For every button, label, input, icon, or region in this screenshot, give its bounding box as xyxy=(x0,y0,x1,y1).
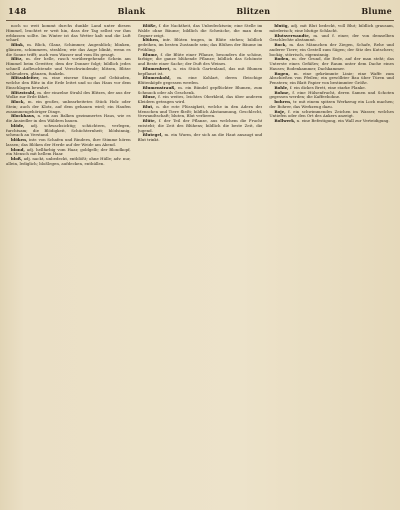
dictionary-entry xyxy=(269,43,394,57)
entry-headword: Blutsverwandte, xyxy=(274,32,314,38)
entry-headword: Boden, xyxy=(274,56,293,62)
entry-headword: Block, xyxy=(11,99,28,104)
entry-definition: m. der Grund, die Erde, auf der man steht; das Unterste eines Gefäßes; der Raum unter dem Dache eines Hauses; Bodenkammer, Dachkammer. xyxy=(269,56,394,71)
entry-headword: Blume, xyxy=(142,51,161,57)
entry-headword: bohren, xyxy=(274,99,294,104)
entry-definition: n. die rote Flüssigkeit, welche in den Adern der Menschen und Tiere fließt; bildlich Abstammung, Geschlecht, Verwandtschaft; bluten, Blut verlieren. xyxy=(137,103,263,119)
entry-headword: Boje, xyxy=(274,108,289,114)
column-right xyxy=(269,24,394,508)
entry-definition: f. der Teil der Pflanze, aus welchem die Frucht entsteht; die Zeit des Blühens; bildlich die beste Zeit, die Jugend. xyxy=(137,118,263,133)
dictionary-entry xyxy=(269,119,394,124)
entry-definition: adj. schwachsichtig; schüchtern, verlegen, furchtsam; die Blödigkeit, Schüchternheit; blödsinnig, schwach an Verstand. xyxy=(6,122,131,138)
entry-definition: m. eine gekrümmte Linie; eine Waffe zum Abschießen von Pfeilen; ein gewölbter Bau über Türen und Fenstern; ein Blatt Papier von bestimmter Größe. xyxy=(269,70,394,85)
entry-headword: Blumenbeet, xyxy=(142,65,174,71)
entry-definition: f. ein dickes Brett, eine starke Planke. xyxy=(289,84,366,90)
entry-headword: blöde, xyxy=(11,122,31,128)
entry-headword: Blumenstrauß, xyxy=(142,84,179,90)
left-running-head: Blank xyxy=(117,6,146,16)
entry-headword: Blutegel, xyxy=(142,132,165,138)
dictionary-entry xyxy=(6,100,131,114)
entry-definition: intr. von Schafen und Rindern, ihre Stimme hören lassen; das Blöken der Herde auf der Weide am Abend. xyxy=(6,137,131,147)
dictionary-entry xyxy=(138,24,263,38)
entry-definition: m. eine eiserne Stange auf Gebäuden, welche den Blitz in die Erde leitet und so das Haus vor dem Einschlagen bewahrt. xyxy=(6,75,131,90)
entry-definition: m. eine Kohlart, deren fleischige Blütenköpfe gegessen werden. xyxy=(137,75,263,85)
entry-definition: noch so weit kommt durchs dunkle Land unter diesen Himmel, leuchtet er weit hin, dass der Tag selbst vor ihm erblassen sollte. Im Winter ist das Wetter kalt und die Luft scharf. xyxy=(6,24,131,43)
dictionary-entry xyxy=(269,57,394,71)
dictionary-entry xyxy=(269,72,394,86)
entry-headword: Bluse, xyxy=(142,94,159,100)
entry-headword: bloß, xyxy=(11,156,24,161)
entry-headword: Blitzstrahl, xyxy=(11,89,38,95)
entry-headword: blöken, xyxy=(11,137,29,142)
dictionary-entry xyxy=(6,57,131,76)
dictionary-entry xyxy=(138,119,263,133)
entry-headword: blühen, xyxy=(142,37,163,43)
dictionary-entry xyxy=(6,157,131,167)
running-header xyxy=(6,6,394,21)
entry-definition: m. ein Bündel gepflückter Blumen, zum Schmuck oder als Geschenk. xyxy=(137,84,263,95)
entry-definition: n. ein Stück Gartenland, das mit Blumen bepflanzt ist. xyxy=(137,65,263,76)
entry-definition: m. das Männchen der Ziegen, Schafe, Rehe und anderer Tiere; ein Gestell zum Sägen; der Sitz des Kutschers; bockig, störrisch, eigensinnig. xyxy=(269,42,394,57)
column-middle xyxy=(138,24,263,508)
entry-headword: Blüte, xyxy=(142,118,159,123)
entry-definition: f. die Nacktheit, das Unbedecktsein; eine Stelle im Walde ohne Bäume; bildlich die Schwäche, die man dem Gegner zeigt. xyxy=(137,24,263,38)
entry-headword: Blockhaus, xyxy=(11,113,38,119)
page-number: 148 xyxy=(8,7,27,17)
center-running-head: Blitzen xyxy=(236,6,271,16)
entry-headword: Blöße, xyxy=(142,24,159,28)
entry-definition: n. eine Befestigung, ein Wall zur Verteidigung. xyxy=(296,118,390,123)
entry-headword: Bohle, xyxy=(274,84,290,90)
dictionary-entry xyxy=(138,133,263,143)
entry-definition: adj. hellfarbig vom Haar, goldgelb; der Blondkopf, ein Mensch mit hellem Haar. xyxy=(6,146,131,157)
entry-definition: adj. mit Blut bedeckt, voll Blut; bildlich grausam, mörderisch; eine blutige Schlacht. xyxy=(269,24,394,33)
entry-headword: Bogen, xyxy=(274,70,294,76)
dictionary-entry xyxy=(138,53,263,67)
entry-definition: m. ein großes, unbearbeitetes Stück Holz oder Stein; auch der Klotz, auf dem gehauen wird; ein Haufen zusammengehöriger Dinge. xyxy=(6,99,131,114)
dictionary-entry xyxy=(138,38,263,52)
entry-definition: m. ein Wurm, der sich an die Haut ansaugt und Blut trinkt. xyxy=(137,132,263,142)
dictionary-entry xyxy=(6,43,131,57)
column-left xyxy=(6,24,131,508)
entry-definition: f. ein weites, leichtes Oberkleid, das über anderen Kleidern getragen wird. xyxy=(137,94,263,104)
entry-headword: Blink, xyxy=(11,42,28,47)
entry-definition: f. die Blüte einer Pflanze, besonders die schöne, farbige; die ganze blühende Pflanze; bildlich das Schönste und Beste einer Sache; der Duft des Weines. xyxy=(137,51,263,66)
entry-headword: Blitzableiter, xyxy=(11,75,44,81)
entry-definition: f. eine Hülsenfrucht, deren Samen und Schoten gegessen werden; die Kaffeebohne. xyxy=(269,89,394,100)
dictionary-entry xyxy=(138,105,263,119)
entry-headword: blond, xyxy=(11,146,27,152)
entry-headword: Bohne, xyxy=(274,89,293,95)
dictionary-entry xyxy=(6,124,131,138)
entry-definition: f. ein schwimmendes Zeichen im Wasser, welches Untiefen oder den Ort des Ankers anzeigt. xyxy=(269,108,394,119)
text-columns xyxy=(6,24,394,508)
dictionary-entry xyxy=(6,24,131,43)
dictionary-entry xyxy=(6,76,131,90)
entry-definition: m. der helle, rasch vorübergehende Schein am Himmel beim Gewitter, dem der Donner folgt; bildlich jedes schnell Aufleuchtende und Verschwindende; blitzen, Blitze schleudern, glänzen, funkeln. xyxy=(6,56,131,76)
entry-definition: intr. Blüten tragen, in Blüte stehen; bildlich gedeihen, im besten Zustande sein; das Blühen der Bäume im Frühling. xyxy=(137,37,263,52)
entry-headword: Blitz, xyxy=(11,56,26,62)
entry-definition: adj. nackt, unbedeckt, entblößt; ohne Hülle; adv. nur, allein, lediglich; bloßlegen, aufdecken, enthüllen. xyxy=(6,156,131,166)
entry-definition: m. Blick, Glanz, Schimmer, Augenblick; blinken, glänzen, schimmern, strahlen; wie das Auge blinkt, wenn es die Sonne trifft; auch vom Wasser und vom Eis gesagt. xyxy=(6,42,131,57)
entry-headword: Blumenkohl, xyxy=(142,75,178,81)
entry-headword: Bollwerk, xyxy=(274,118,297,123)
entry-definition: n. ein aus Balken gezimmertes Haus, wie es die Ansiedler in den Wäldern bauen. xyxy=(6,113,131,123)
entry-headword: blutig, xyxy=(274,24,291,28)
entry-definition: m. der einzelne Strahl des Blitzes, der aus der Wolke zur Erde fährt. xyxy=(6,89,131,100)
entry-definition: tr. mit einem spitzen Werkzeug ein Loch machen; der Bohrer, das Werkzeug dazu. xyxy=(269,99,394,109)
right-running-head: Blume xyxy=(361,6,392,16)
entry-headword: Bock, xyxy=(274,42,290,47)
entry-definition: m. und f. einer, der von demselben Geschlechte abstammt. xyxy=(269,32,394,43)
entry-headword: Blut, xyxy=(142,103,157,109)
